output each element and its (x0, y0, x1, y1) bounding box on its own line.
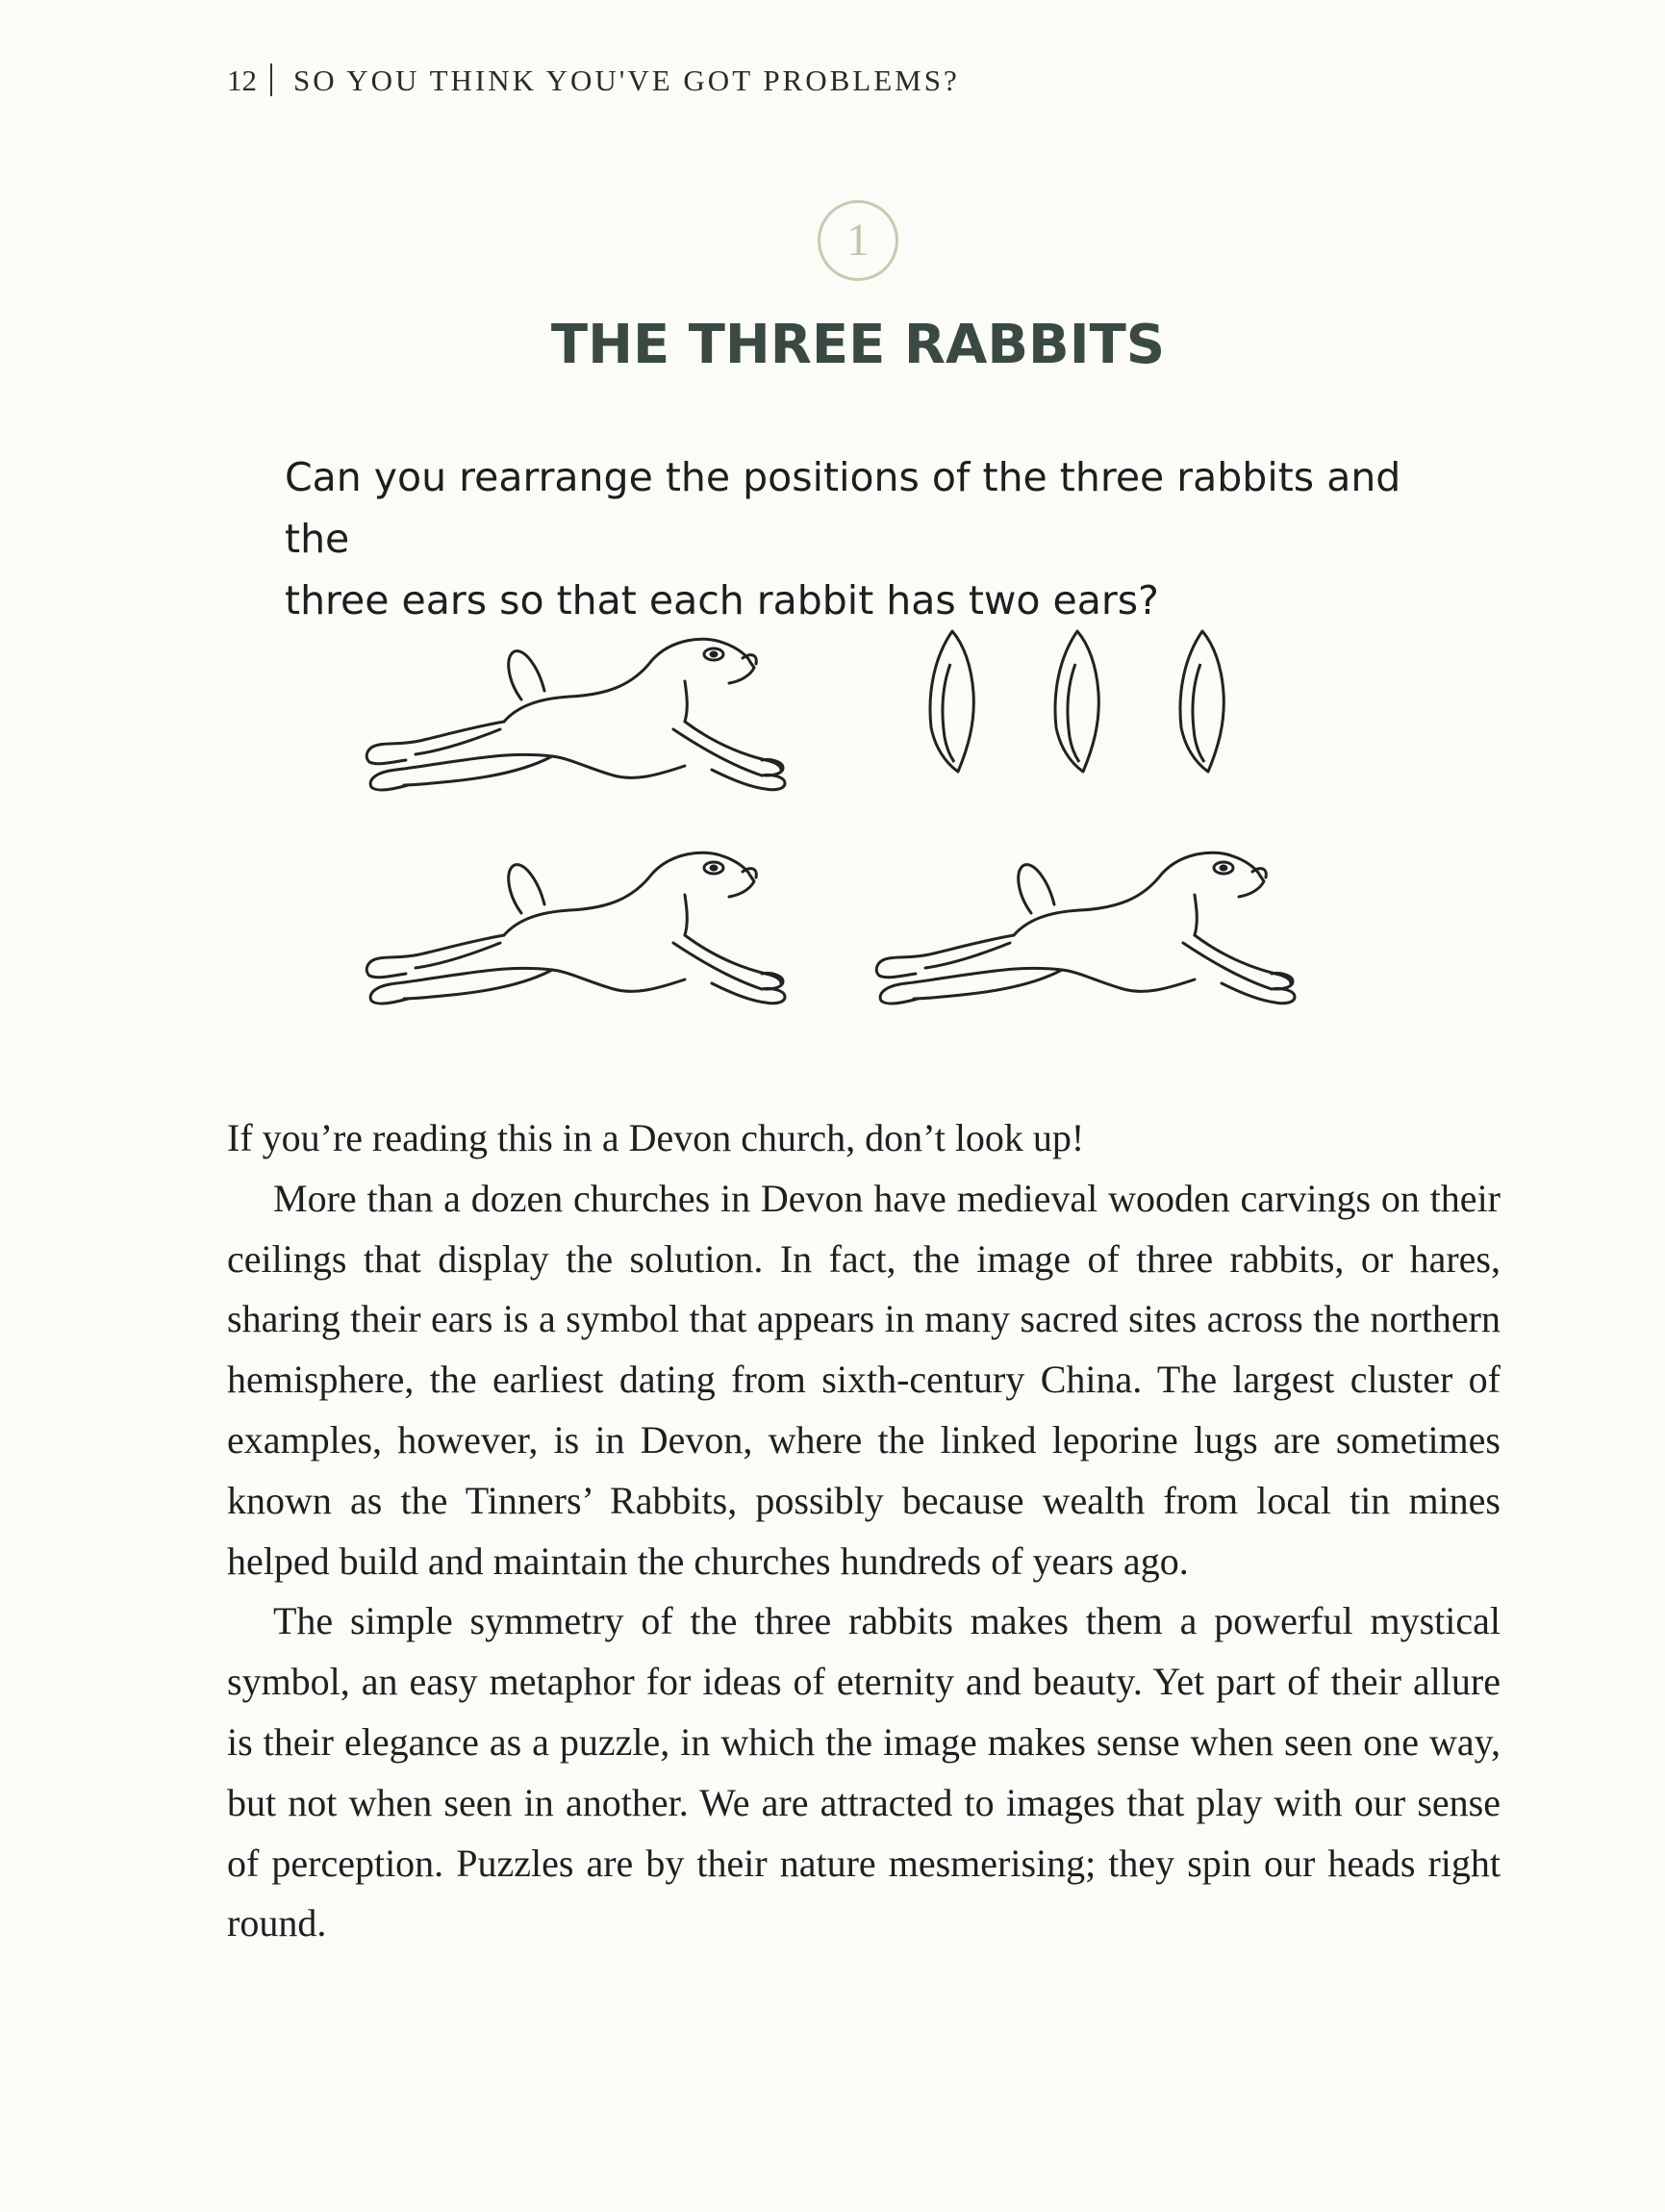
running-head (227, 64, 960, 98)
puzzle-title: THE THREE RABBITS (550, 314, 1166, 376)
puzzle-number-badge: 1 (818, 200, 898, 281)
paragraph-3: The simple symmetry of the three rabbits makes them a powerful mystical symbol, an easy metaphor for ideas of eternity and beauty. Yet part of their allure is their elegance as a puzzle, in which the image makes sense when seen one way, but not when seen in another. We are attracted to images that play with our sense of perception. Puzzles are by their nature mesmerising; they spin our heads right round. (227, 1599, 1501, 1945)
rabbit-bottom-right (876, 852, 1295, 1004)
paragraph-1: If you’re reading this in a Devon church, don’t look up! (227, 1116, 1085, 1159)
ear-1 (930, 631, 973, 772)
rabbit-top-left (366, 639, 785, 790)
book-title: SO YOU THINK YOU'VE GOT PROBLEMS? (293, 64, 960, 97)
ear-2 (1055, 631, 1098, 772)
question-line-1: Can you rearrange the positions of the three rabbits and the (285, 454, 1401, 562)
rabbit-bottom-left (366, 852, 785, 1004)
puzzle-question (285, 446, 1439, 631)
rabbits-and-ears-illustration (346, 625, 1308, 1049)
page-number: 12 (227, 64, 257, 97)
ear-3 (1180, 631, 1224, 772)
body-text (227, 1108, 1501, 1954)
illustration-svg (346, 625, 1308, 1049)
running-head-divider (270, 64, 272, 96)
paragraph-2: More than a dozen churches in Devon have medieval wooden carvings on their ceilings that display the solution. In fact, the image of three rabbits, or hares, sharing their ears is a symbol that appears in many sacred sites across the northern hemisphere, the earliest dating from sixth-century China. The largest cluster of examples, however, is in Devon, where the linked leporine lugs are sometimes known as the Tinners’ Rabbits, possibly because wealth from local tin mines helped build and maintain the churches hundreds of years ago. (227, 1176, 1501, 1583)
question-line-2: three ears so that each rabbit has two ears? (285, 577, 1159, 623)
